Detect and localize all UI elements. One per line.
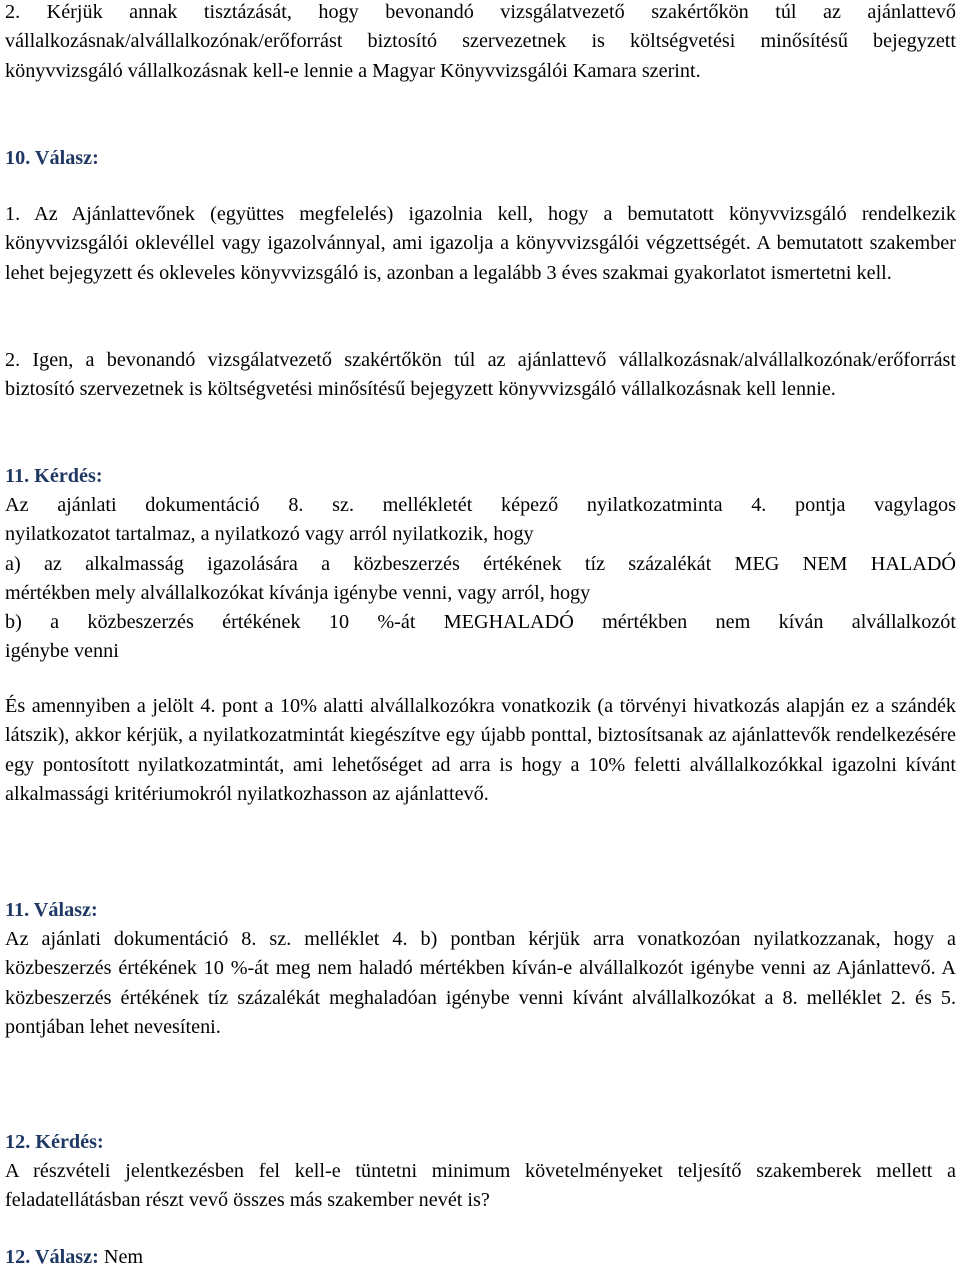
answer-10-point-2: 2. Igen, a bevonandó vizsgálatvezető szakértőkön túl az ajánlattevő vállalkozásnak/alvállalkozónak/erőforrást biztosító szervezetnek is költségvetési minősítésű bejegyzett könyvvizsgáló vállalkozásnak kell lennie. (5, 349, 956, 401)
question-11-line: mértékben mely alvállalkozókat kívánja igénybe venni, vagy arról, hogy (5, 581, 591, 604)
answer-11-heading: 11. Válasz: (5, 899, 98, 921)
answer-12-line (5, 1243, 956, 1272)
answer-11-paragraph: Az ajánlati dokumentáció 8. sz. melléklet 4. b) pontban kérjük arra vonatkozóan nyilatkozzanak, hogy a közbeszerzés értékének 10 %-át meg nem haladó mértékben kíván-e alvállalkozót igénybe venni az Ajánlattevő. A közbeszerzés értékének tíz százalékát meghaladóan igénybe venni kívánt alvállalkozókat a 8. melléklet 2. és 5. pontjában lehet nevesíteni. (5, 928, 956, 1038)
question-12-paragraph: A részvételi jelentkezésben fel kell-e tüntetni minimum követelményeket teljesítő szakemberek mellett a feladatellátásban részt vevő összes más szakember nevét is? (5, 1160, 956, 1212)
question-11-paragraph-2: És amennyiben a jelölt 4. pont a 10% alatti alvállalkozókra vonatkozik (a törvényi hivatkozás alapján ez a szándék látszik), akkor kérjük, a nyilatkozatmintát kiegészítve egy újabb ponttal, biztosítsanak az ajánlattevők rendelkezésére egy pontosított nyilatkozatmintát, ami lehetőséget ad arra is hogy a 10% feletti alvállalkozókkal igazolni kívánt alkalmassági kritériumokról nyilatkozhasson az ajánlattevő. (5, 695, 956, 805)
answer-12-value: Nem (98, 1246, 144, 1268)
answer-12-heading: 12. Válasz: (5, 1246, 99, 1268)
question-10-paragraph: 2. Kérjük annak tisztázását, hogy bevonandó vizsgálatvezető szakértőkön túl az ajánlattevő vállalkozásnak/alvállalkozónak/erőforrást biztosító szervezetnek is költségvetési minősítésű bejegyzett könyvvizsgáló vállalkozásnak kell-e lennie a Magyar Könyvvizsgálói Kamara szerint. (5, 1, 956, 82)
answer-10-heading: 10. Válasz: (5, 147, 99, 169)
question-12-heading: 12. Kérdés: (5, 1131, 104, 1153)
answer-10-point-1: 1. Az Ajánlattevőnek (együttes megfelelés) igazolnia kell, hogy a bemutatott könyvvizsgáló rendelkezik könyvvizsgálói oklevéllel vagy igazolvánnyal, ami igazolja a könyvvizsgálói végzettségét. A bemutatott szakember lehet bejegyzett és okleveles könyvvizsgáló is, azonban a legalább 3 éves szakmai gyakorlatot ismertetni kell. (5, 203, 956, 284)
question-11-line: b) a közbeszerzés értékének 10 %-át MEGHALADÓ mértékben nem kíván alvállalkozót (5, 611, 956, 634)
question-11-heading: 11. Kérdés: (5, 465, 103, 487)
question-11-line: Az ajánlati dokumentáció 8. sz. mellékletét képező nyilatkozatminta 4. pontja vagylagos (5, 494, 956, 516)
question-11-body (5, 491, 956, 667)
question-11-line: igénybe venni (5, 640, 119, 663)
question-11-line: a) az alkalmasság igazolására a közbeszerzés értékének tíz százalékát MEG NEM HALADÓ (5, 552, 956, 575)
question-11-line: nyilatkozatot tartalmaz, a nyilatkozó vagy arról nyilatkozik, hogy (5, 523, 534, 546)
